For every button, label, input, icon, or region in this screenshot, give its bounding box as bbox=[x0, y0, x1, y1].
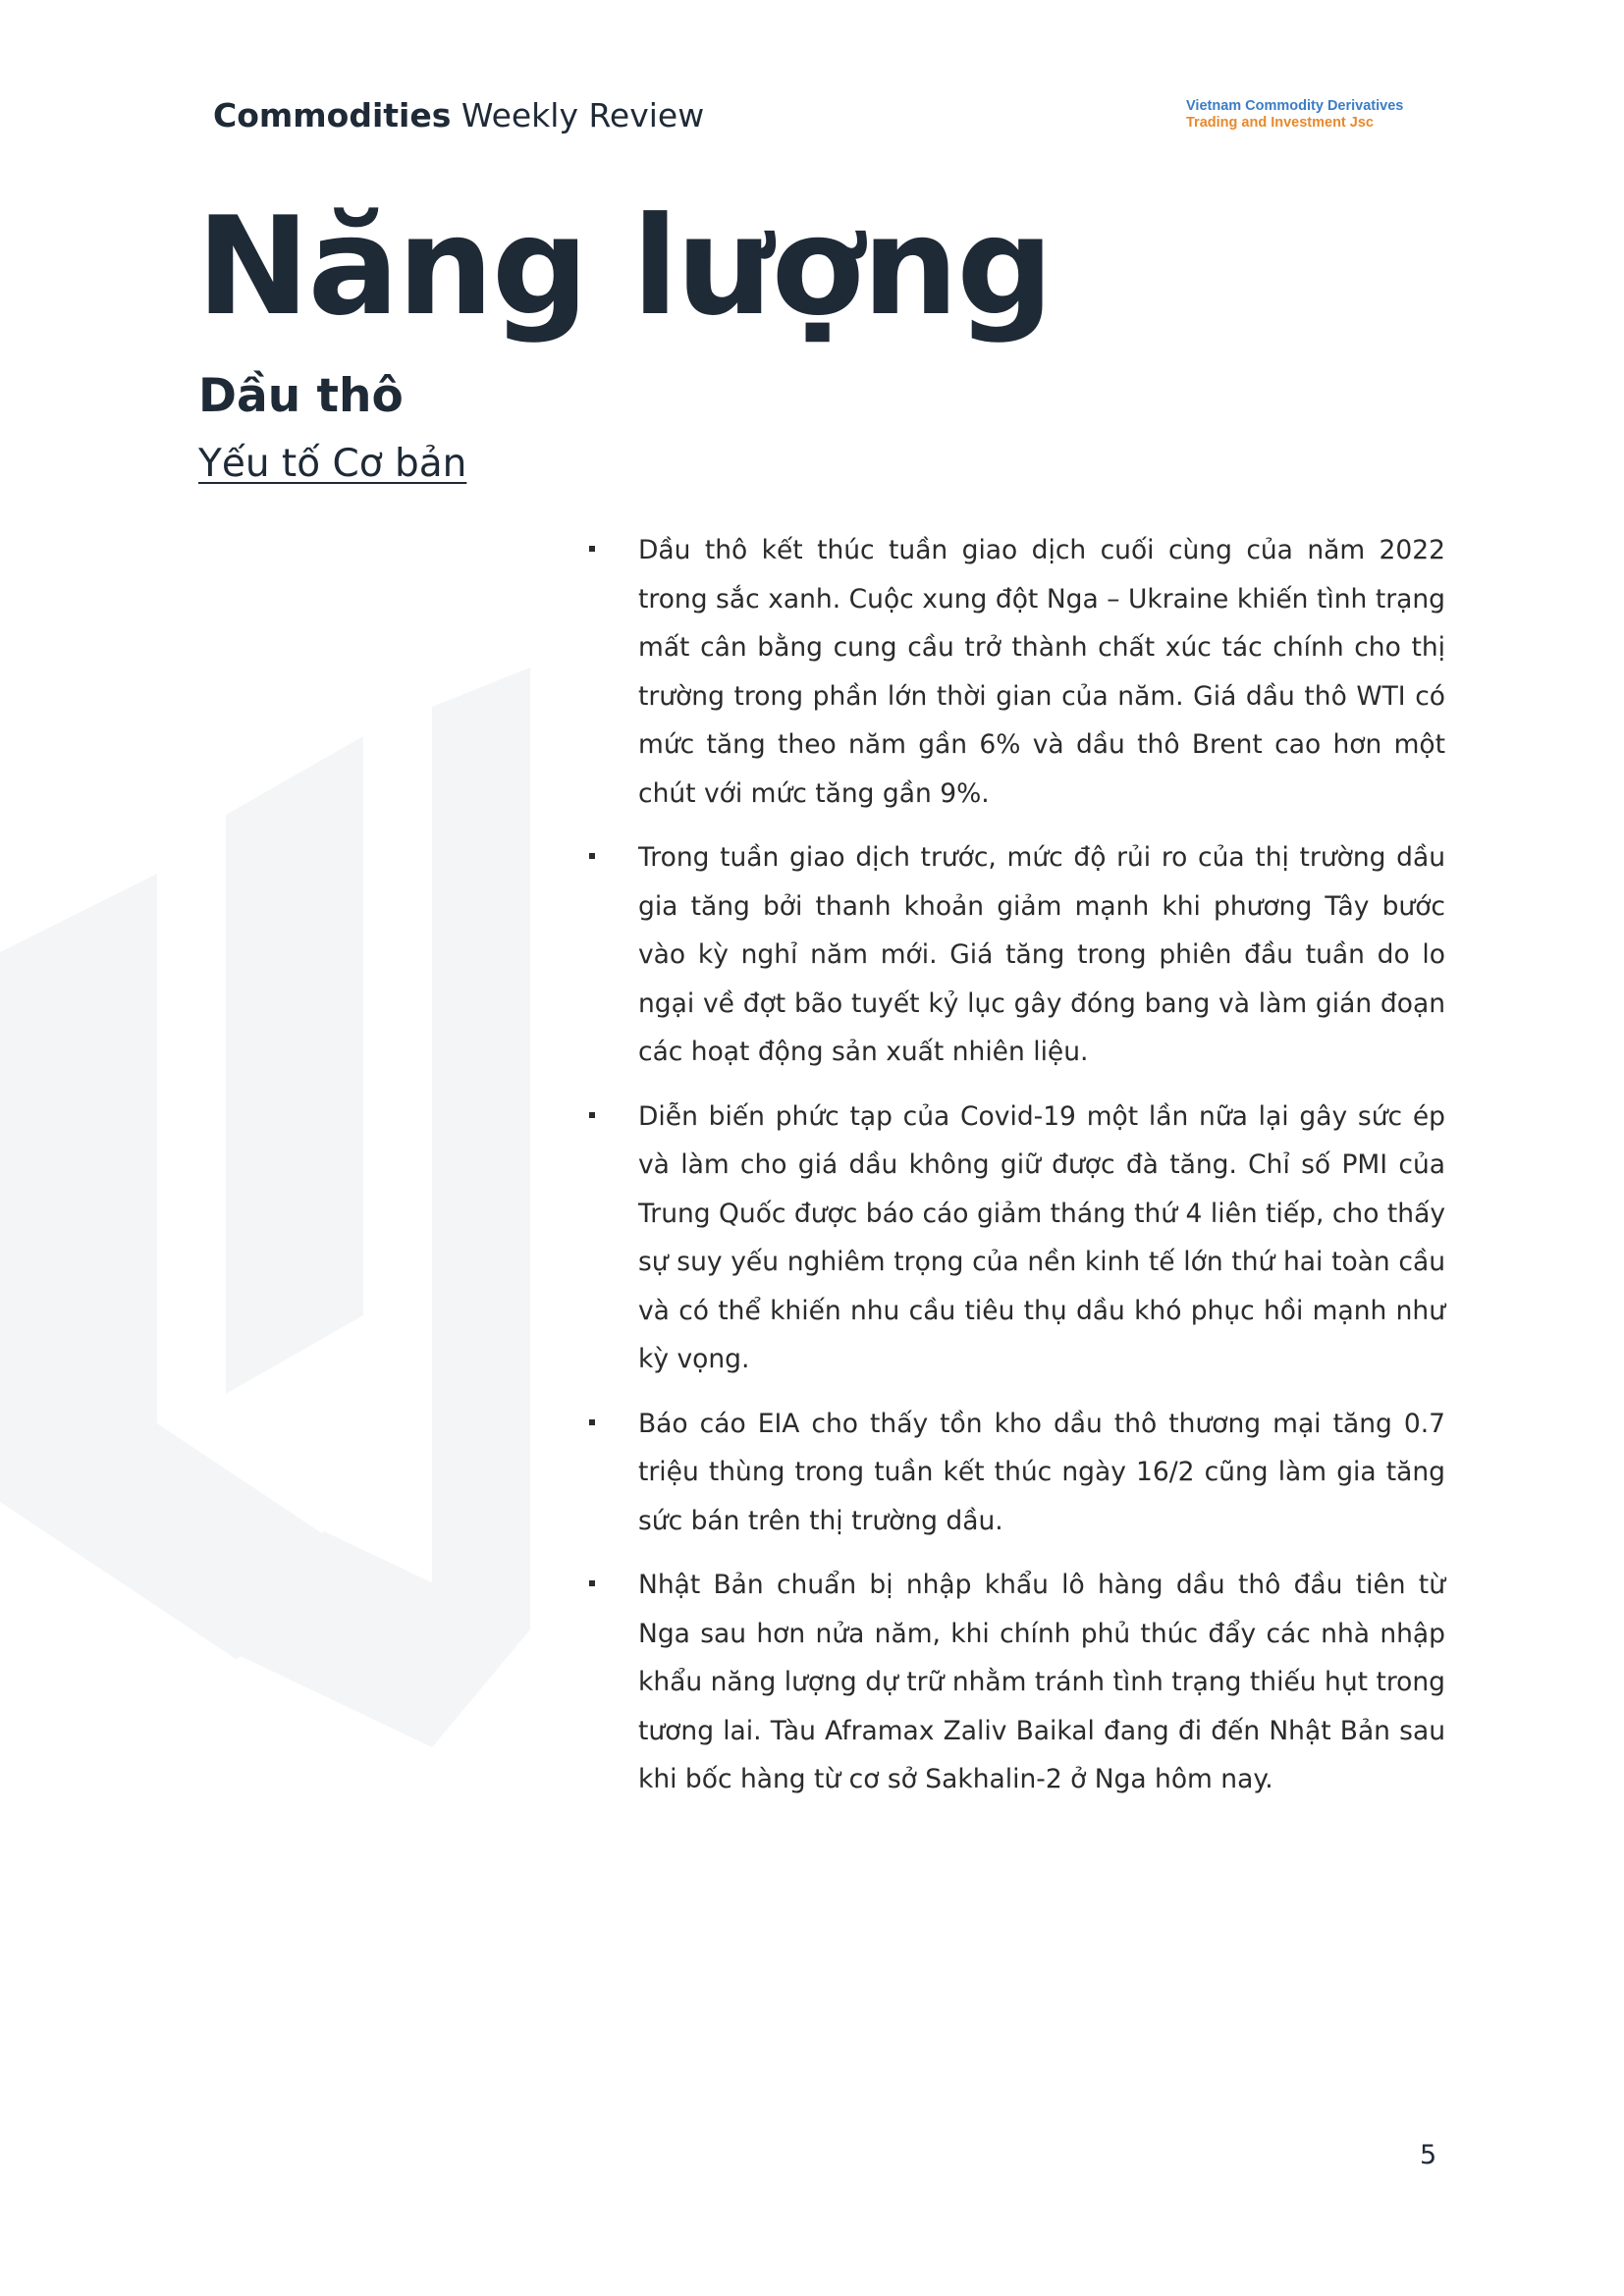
bullet-square-icon bbox=[589, 853, 595, 859]
page-number: 5 bbox=[1420, 2140, 1437, 2170]
company-name-line1: Vietnam Commodity Derivatives bbox=[1186, 98, 1404, 114]
bullet-item bbox=[585, 833, 1445, 1077]
page-title: Năng lượng bbox=[196, 187, 1053, 346]
section-title: Dầu thô bbox=[198, 369, 404, 423]
bullet-text: Báo cáo EIA cho thấy tồn kho dầu thô thương mại tăng 0.7 triệu thùng trong tuần kết thúc ngày 16/2 cũng làm gia tăng sức bán trên thị trường dầu. bbox=[638, 1408, 1445, 1536]
report-header-title bbox=[213, 96, 704, 134]
report-header-title-bold: Commodities bbox=[213, 96, 452, 134]
company-name-line2: Trading and Investment Jsc bbox=[1186, 115, 1374, 131]
bullet-square-icon bbox=[589, 546, 595, 552]
report-header-title-rest: Weekly Review bbox=[451, 96, 705, 134]
company-logo-text bbox=[1186, 98, 1403, 132]
bullet-text: Dầu thô kết thúc tuần giao dịch cuối cùng của năm 2022 trong sắc xanh. Cuộc xung đột Nga – Ukraine khiến tình trạng mất cân bằng cung cầu trở thành chất xúc tác chính cho thị trường trong phần lớn thời gian của năm. Giá dầu thô WTI có mức tăng theo năm gần 6% và dầu thô Brent cao hơn một chút với mức tăng gần 9%. bbox=[638, 535, 1445, 809]
bullet-square-icon bbox=[589, 1580, 595, 1586]
bullet-square-icon bbox=[589, 1112, 595, 1118]
bullet-item bbox=[585, 526, 1445, 818]
subsection-title: Yếu tố Cơ bản bbox=[198, 442, 467, 486]
bullet-item bbox=[585, 1400, 1445, 1546]
bullet-text: Diễn biến phức tạp của Covid-19 một lần nữa lại gây sức ép và làm cho giá dầu không giữ được đà tăng. Chỉ số PMI của Trung Quốc được báo cáo giảm tháng thứ 4 liên tiếp, cho thấy sự suy yếu nghiêm trọng của nền kinh tế lớn thứ hai toàn cầu và có thể khiến nhu cầu tiêu thụ dầu khó phục hồi mạnh như kỳ vọng. bbox=[638, 1100, 1445, 1374]
bullet-text: Trong tuần giao dịch trước, mức độ rủi ro của thị trường dầu gia tăng bởi thanh khoản giảm mạnh khi phương Tây bước vào kỳ nghỉ năm mới. Giá tăng trong phiên đầu tuần do lo ngại về đợt bão tuyết kỷ lục gây đóng bang và làm gián đoạn các hoạt động sản xuất nhiên liệu. bbox=[638, 842, 1445, 1067]
bullet-item bbox=[585, 1561, 1445, 1804]
bullet-text: Nhật Bản chuẩn bị nhập khẩu lô hàng dầu thô đầu tiên từ Nga sau hơn nửa năm, khi chính phủ thúc đẩy các nhà nhập khẩu năng lượng dự trữ nhằm tránh tình trạng thiếu hụt trong tương lai. Tàu Aframax Zaliv Baikal đang đi đến Nhật Bản sau khi bốc hàng từ cơ sở Sakhalin-2 ở Nga hôm nay. bbox=[638, 1570, 1445, 1794]
bullet-square-icon bbox=[589, 1419, 595, 1425]
bullet-item bbox=[585, 1093, 1445, 1384]
fundamentals-bullet-list bbox=[585, 526, 1445, 1820]
watermark-logo bbox=[0, 667, 609, 1767]
